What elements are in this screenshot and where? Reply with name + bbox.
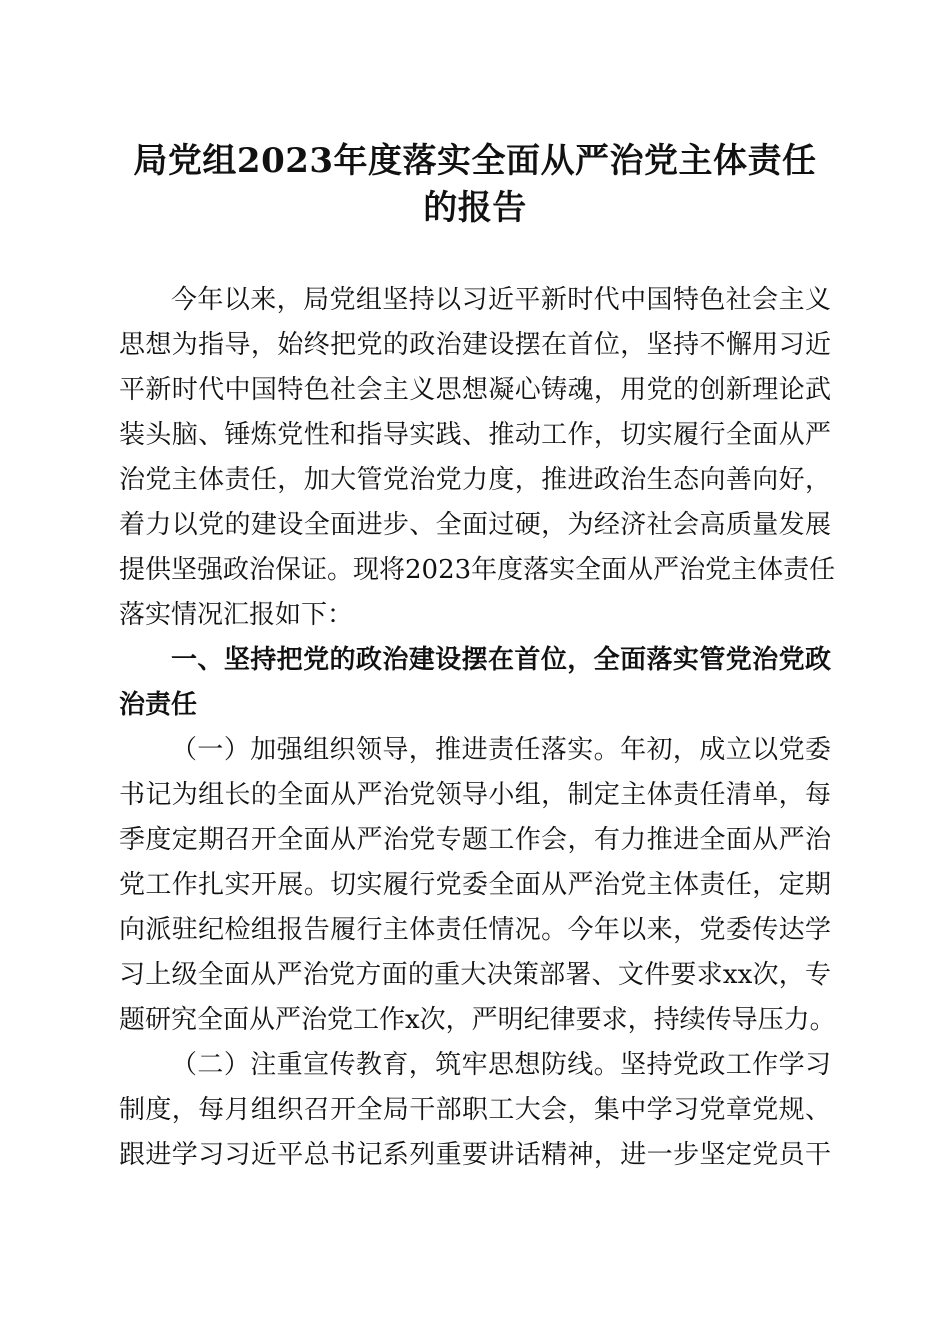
title-line-2: 的报告 <box>423 188 527 228</box>
text-line: 着力以党的建设全面进步、全面过硬，为经济社会高质量发展 <box>119 510 831 540</box>
text-line: 今年以来，局党组坚持以习近平新时代中国特色社会主义 <box>171 285 831 315</box>
text-line: 落实情况汇报如下： <box>119 600 354 630</box>
text-line: 向派驻纪检组报告履行主体责任情况。今年以来，党委传达学 <box>119 915 831 945</box>
text-line: 题研究全面从严治党工作x次，严明纪律要求，持续传导压力。 <box>119 1005 836 1035</box>
section-heading <box>119 638 831 728</box>
text-line: 装头脑、锤炼党性和指导实践、推动工作，切实履行全面从严 <box>119 420 831 450</box>
subsection-paragraph <box>119 728 836 1043</box>
intro-paragraph <box>119 278 836 638</box>
text-line: 跟进学习习近平总书记系列重要讲话精神，进一步坚定党员干 <box>119 1140 831 1170</box>
document-title <box>100 138 850 232</box>
text-line: 思想为指导，始终把党的政治建设摆在首位，坚持不懈用习近 <box>119 330 831 360</box>
text-line: 季度定期召开全面从严治党专题工作会，有力推进全面从严治 <box>119 825 831 855</box>
text-line: 平新时代中国特色社会主义思想凝心铸魂，用党的创新理论武 <box>119 375 831 405</box>
text-line: （一）加强组织领导，推进责任落实。年初，成立以党委 <box>171 735 831 765</box>
text-line: 提供坚强政治保证。现将2023年度落实全面从严治党主体责任 <box>119 555 836 585</box>
text-line: 制度，每月组织召开全局干部职工大会，集中学习党章党规、 <box>119 1095 831 1125</box>
text-line: 党工作扎实开展。切实履行党委全面从严治党主体责任，定期 <box>119 870 831 900</box>
subsection-paragraph <box>119 1043 831 1178</box>
text-line: 书记为组长的全面从严治党领导小组，制定主体责任清单，每 <box>119 780 831 810</box>
heading-line: 一、坚持把党的政治建设摆在首位，全面落实管党治党政 <box>171 645 831 675</box>
text-line: 习上级全面从严治党方面的重大决策部署、文件要求xx次，专 <box>119 960 831 990</box>
title-line-1: 局党组2023年度落实全面从严治党主体责任 <box>133 141 817 181</box>
text-line: 治党主体责任，加大管党治党力度，推进政治生态向善向好， <box>119 465 831 495</box>
text-line: （二）注重宣传教育，筑牢思想防线。坚持党政工作学习 <box>171 1050 831 1080</box>
heading-line: 治责任 <box>119 690 198 720</box>
document-body <box>119 278 836 1178</box>
